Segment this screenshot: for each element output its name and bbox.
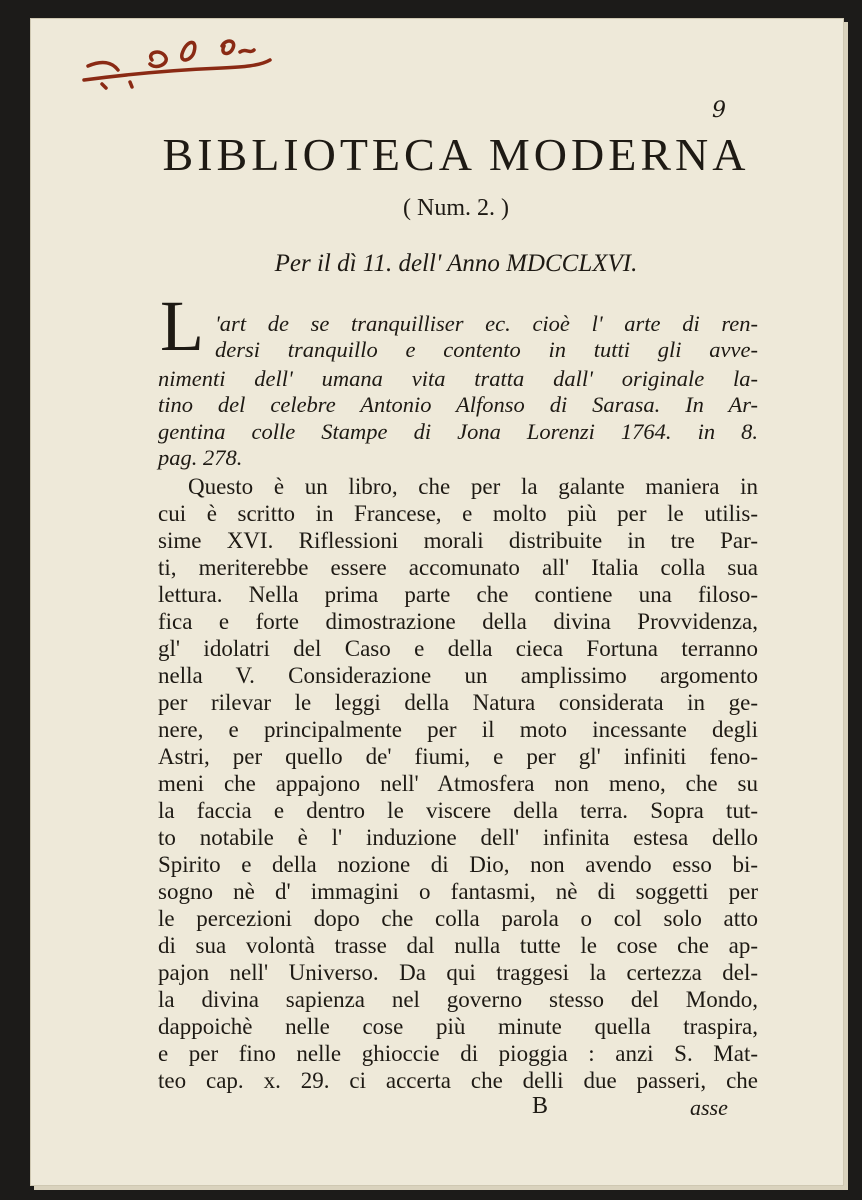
book-title-line: gentina colle Stampe di Jona Lorenzi 1764. in 8. <box>158 419 758 444</box>
body-text-line: lettura. Nella prima parte che contiene una filoso- <box>158 582 758 607</box>
masthead-title: BIBLIOTECA MODERNA <box>162 129 750 180</box>
signature-mark: B <box>532 1093 549 1119</box>
book-title-line: pag. 278. <box>158 445 243 470</box>
body-text-line: fica e forte dimostrazione della divina Provvidenza, <box>158 609 758 634</box>
book-title-line: tino del celebre Antonio Alfonso di Sarasa. In Ar- <box>158 392 758 417</box>
body-text-line: la divina sapienza nel governo stesso del Mondo, <box>158 987 758 1012</box>
body-text-line: sime XVI. Riflessioni morali distribuite in tre Par- <box>158 528 758 553</box>
body-text-line: nere, e principalmente per il moto incessante degli <box>158 717 758 742</box>
body-text-line: di sua volontà trasse dal nulla tutte le cose che ap- <box>158 933 758 958</box>
catchword: asse <box>690 1095 728 1120</box>
book-title-line: nimenti dell' umana vita tratta dall' originale la- <box>158 366 758 391</box>
body-text-line: la faccia e dentro le viscere della terra. Sopra tut- <box>158 798 758 823</box>
book-title-line: 'art de se tranquilliser ec. cioè l' arte di ren- <box>215 311 758 336</box>
book-title-line: dersi tranquillo e contento in tutti gli avve- <box>215 337 758 362</box>
body-text-line: to notabile è l' induzione dell' infinita estesa dello <box>158 825 758 850</box>
body-text-line: gl' idolatri del Caso e della cieca Fortuna terranno <box>158 636 758 661</box>
page-number: 9 <box>712 98 726 123</box>
body-text-line: teo cap. x. 29. ci accerta che delli due passeri, che <box>158 1068 758 1093</box>
body-text-line: pajon nell' Universo. Da qui traggesi la certezza del- <box>158 960 758 985</box>
body-text-line: Spirito e della nozione di Dio, non avendo esso bi- <box>158 852 758 877</box>
body-text-line: nella V. Considerazione un amplissimo argomento <box>158 663 758 688</box>
body-text-line: e per fino nelle ghioccie di pioggia : anzi S. Mat- <box>158 1041 758 1066</box>
body-text-line: cui è scritto in Francese, e molto più per le utilis- <box>158 501 758 526</box>
body-text-line: dappoichè nelle cose più minute quella traspira, <box>158 1014 758 1039</box>
body-text-line: Questo è un libro, che per la galante maniera in <box>188 474 758 499</box>
issue-date: Per il dì 11. dell' Anno MDCCLXVI. <box>274 250 638 277</box>
handwritten-annotation <box>82 30 282 95</box>
issue-number: ( Num. 2. ) <box>403 195 509 221</box>
body-text-line: ti, meriterebbe essere accomunato all' Italia colla sua <box>158 555 758 580</box>
body-text-line: Astri, per quello de' fiumi, e per gl' infiniti feno- <box>158 744 758 769</box>
body-text-line: le percezioni dopo che colla parola o col solo atto <box>158 906 758 931</box>
body-text-line: sogno nè d' immagini o fantasmi, nè di soggetti per <box>158 879 758 904</box>
body-text-line: per rilevar le leggi della Natura considerata in ge- <box>158 690 758 715</box>
body-text-line: meni che appajono nell' Atmosfera non meno, che su <box>158 771 758 796</box>
drop-cap: L <box>160 286 204 366</box>
